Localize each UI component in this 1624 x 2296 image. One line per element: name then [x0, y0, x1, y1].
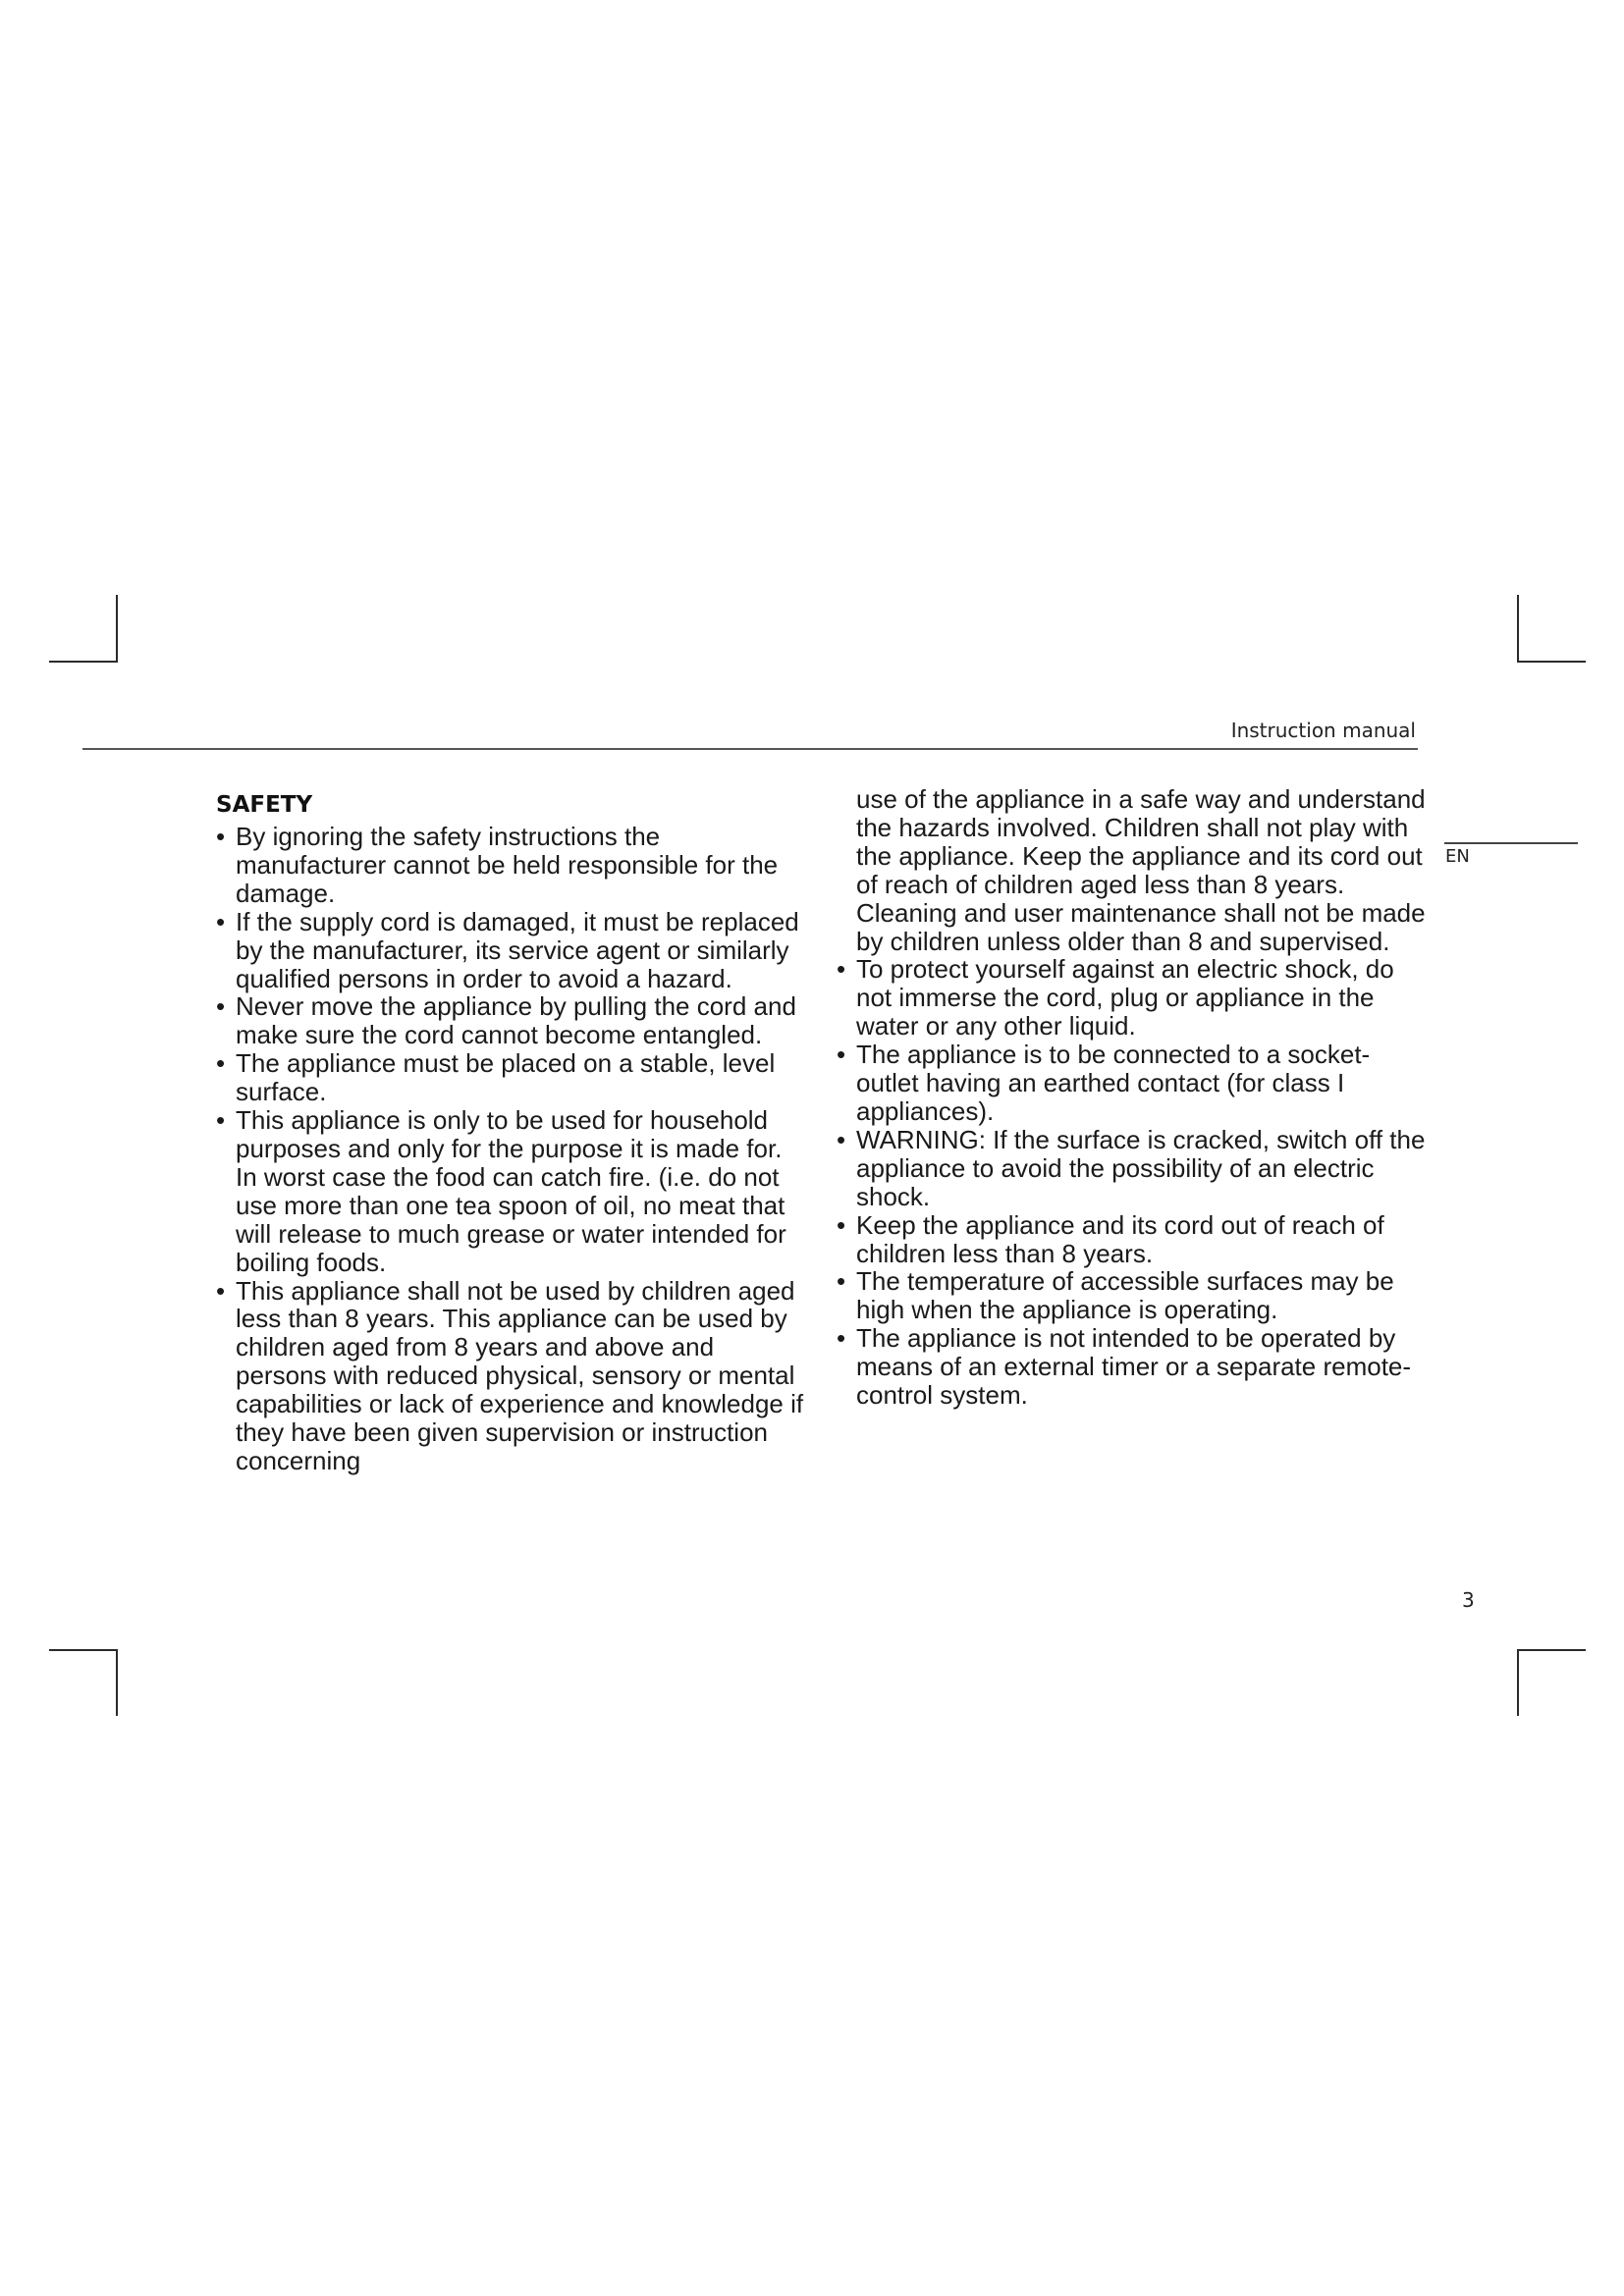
bullet-icon: • [837, 1124, 846, 1154]
page-number: 3 [1462, 1588, 1475, 1612]
crop-mark-bottom-right-vertical [1517, 1649, 1519, 1716]
list-item-text: The appliance must be placed on a stable, level surface. [236, 1048, 776, 1107]
list-item [837, 1324, 1426, 1410]
language-tab-divider [1444, 842, 1578, 844]
crop-mark-top-right-horizontal [1517, 661, 1586, 663]
list-item [837, 1126, 1426, 1211]
list-item [216, 1106, 805, 1276]
list-item-text: If the supply cord is damaged, it must be replaced by the manufacturer, its service agent or similarly qualified persons in order to avoid a hazard. [236, 906, 799, 993]
running-header-title: Instruction manual [1230, 719, 1416, 742]
safety-list-right [837, 955, 1426, 1410]
crop-mark-bottom-right-horizontal [1517, 1649, 1586, 1651]
safety-list-left [216, 823, 805, 1475]
section-title: SAFETY [216, 792, 313, 818]
list-item [837, 1041, 1426, 1126]
header-divider [82, 748, 1418, 750]
bullet-icon: • [216, 822, 226, 851]
bullet-icon: • [216, 906, 226, 936]
bullet-icon: • [216, 1105, 226, 1136]
list-item-text: By ignoring the safety instructions the manufacturer cannot be held responsible for the damage. [236, 822, 779, 908]
crop-mark-top-left-horizontal [49, 661, 118, 663]
list-item-text: The temperature of accessible surfaces may be high when the appliance is operating. [856, 1266, 1394, 1325]
list-item-text: WARNING: If the surface is cracked, switch off the appliance to avoid the possibility of an electric shock. [856, 1124, 1426, 1211]
left-text-column [216, 787, 805, 1475]
list-item-text: The appliance is not intended to be operated by means of an external timer or a separate remote-control system. [856, 1323, 1412, 1411]
list-item [216, 908, 805, 993]
bullet-icon: • [216, 1048, 226, 1079]
list-item [216, 823, 805, 908]
list-item [837, 955, 1426, 1041]
list-item [216, 1049, 805, 1106]
list-item-text: Never move the appliance by pulling the cord and make sure the cord cannot become entangled. [236, 991, 796, 1050]
bullet-icon: • [216, 1275, 226, 1306]
continued-paragraph: use of the appliance in a safe way and understand the hazards involved. Children shall not play with the appliance. Keep the appliance and its cord out of reach of children aged less than 8 years. Cleaning and user maintenance shall not be made by children unless older than 8 and supervised. [856, 784, 1426, 956]
list-item-text: The appliance is to be connected to a socket-outlet having an earthed contact (for class I appliances). [856, 1040, 1371, 1126]
crop-mark-top-left-vertical [116, 595, 118, 662]
bullet-icon: • [837, 1323, 846, 1354]
bullet-icon: • [837, 1209, 846, 1240]
crop-mark-top-right-vertical [1517, 595, 1519, 662]
list-item-text: This appliance shall not be used by children aged less than 8 years. This appliance can be used by children aged from 8 years and above and persons with reduced physical, sensory or mental capabilities or lack of experience and knowledge if they have been given supervision or instruction concerning [236, 1275, 804, 1475]
right-text-column [837, 785, 1426, 1410]
list-item [837, 1267, 1426, 1324]
list-item [837, 1211, 1426, 1268]
list-item-text: Keep the appliance and its cord out of reach of children less than 8 years. [856, 1209, 1384, 1268]
bullet-icon: • [837, 1040, 846, 1070]
bullet-icon: • [837, 1266, 846, 1297]
list-item-text: To protect yourself against an electric shock, do not immerse the cord, plug or appliance in the water or any other liquid. [856, 954, 1394, 1041]
bullet-icon: • [216, 991, 226, 1022]
list-item-text: This appliance is only to be used for household purposes and only for the purpose it is made for. In worst case the food can catch fire. (i.e. do not use more than one tea spoon of oil, no meat that will release to much grease or water intended for boiling foods. [236, 1105, 786, 1277]
bullet-icon: • [837, 954, 846, 985]
list-item [216, 1277, 805, 1475]
list-item [216, 992, 805, 1049]
language-tag: EN [1445, 846, 1470, 867]
crop-mark-bottom-left-horizontal [49, 1649, 118, 1651]
crop-mark-bottom-left-vertical [116, 1649, 118, 1716]
